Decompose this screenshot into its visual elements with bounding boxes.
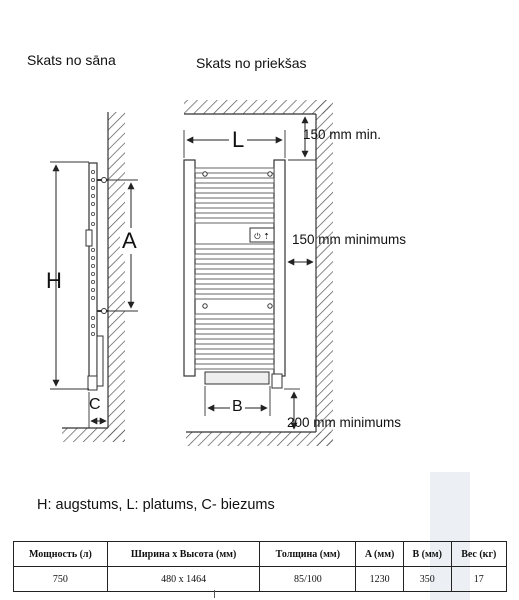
floor-clearance-label: 200 mm minimums: [287, 415, 402, 430]
dim-c-label: C: [89, 396, 101, 413]
page-mark: [214, 590, 215, 598]
front-radiator-bars: [195, 168, 274, 369]
legend-caption: H: augstums, L: platums, C- biezums: [37, 497, 275, 513]
side-view-title: Skats no sāna: [27, 52, 116, 68]
specs-cell: 480 x 1464: [107, 567, 260, 592]
specs-cell: 1230: [356, 567, 404, 592]
side-clearance-label: 150 mm minimums: [292, 232, 407, 247]
dim-h-label: H: [46, 268, 62, 293]
specs-cell: 350: [403, 567, 451, 592]
front-floor-hatch: [186, 432, 333, 446]
front-radiator-right-rail: [274, 160, 285, 376]
front-bottom-housing: [205, 372, 269, 384]
specs-table: [13, 541, 507, 592]
side-foot: [88, 376, 97, 390]
table-row: [14, 567, 507, 592]
dim-l-label: L: [229, 127, 247, 153]
front-view: [184, 100, 333, 446]
dim-a-label: A: [122, 228, 137, 253]
side-lower-housing: [97, 336, 103, 386]
specs-header-cell: Толщина (мм): [260, 542, 356, 567]
front-ceiling-hatch: [184, 100, 331, 114]
top-clearance-label: 150 mm min.: [303, 127, 382, 142]
specs-cell: 750: [14, 567, 108, 592]
specs-cell: 85/100: [260, 567, 356, 592]
specs-cell: 17: [451, 567, 506, 592]
side-view: [50, 112, 138, 442]
control-symbol-text: ⏻ ⇡: [254, 232, 270, 241]
dim-b-label: B: [232, 398, 243, 415]
front-foot: [272, 374, 282, 388]
specs-header-cell: Ширина х Высота (мм): [107, 542, 260, 567]
front-view-title: Skats no priekšas: [196, 55, 307, 71]
side-control-box: [86, 230, 92, 246]
front-wall-hatch: [316, 100, 333, 446]
specs-header-row: [14, 542, 507, 567]
specs-header-cell: Мощность (л): [14, 542, 108, 567]
side-floor-hatch: [62, 428, 125, 442]
specs-header-cell: B (мм): [403, 542, 451, 567]
side-wall-hatch: [108, 112, 125, 442]
specs-header-cell: A (мм): [356, 542, 404, 567]
specs-header-cell: Вес (кг): [451, 542, 506, 567]
front-radiator-left-rail: [184, 160, 195, 376]
